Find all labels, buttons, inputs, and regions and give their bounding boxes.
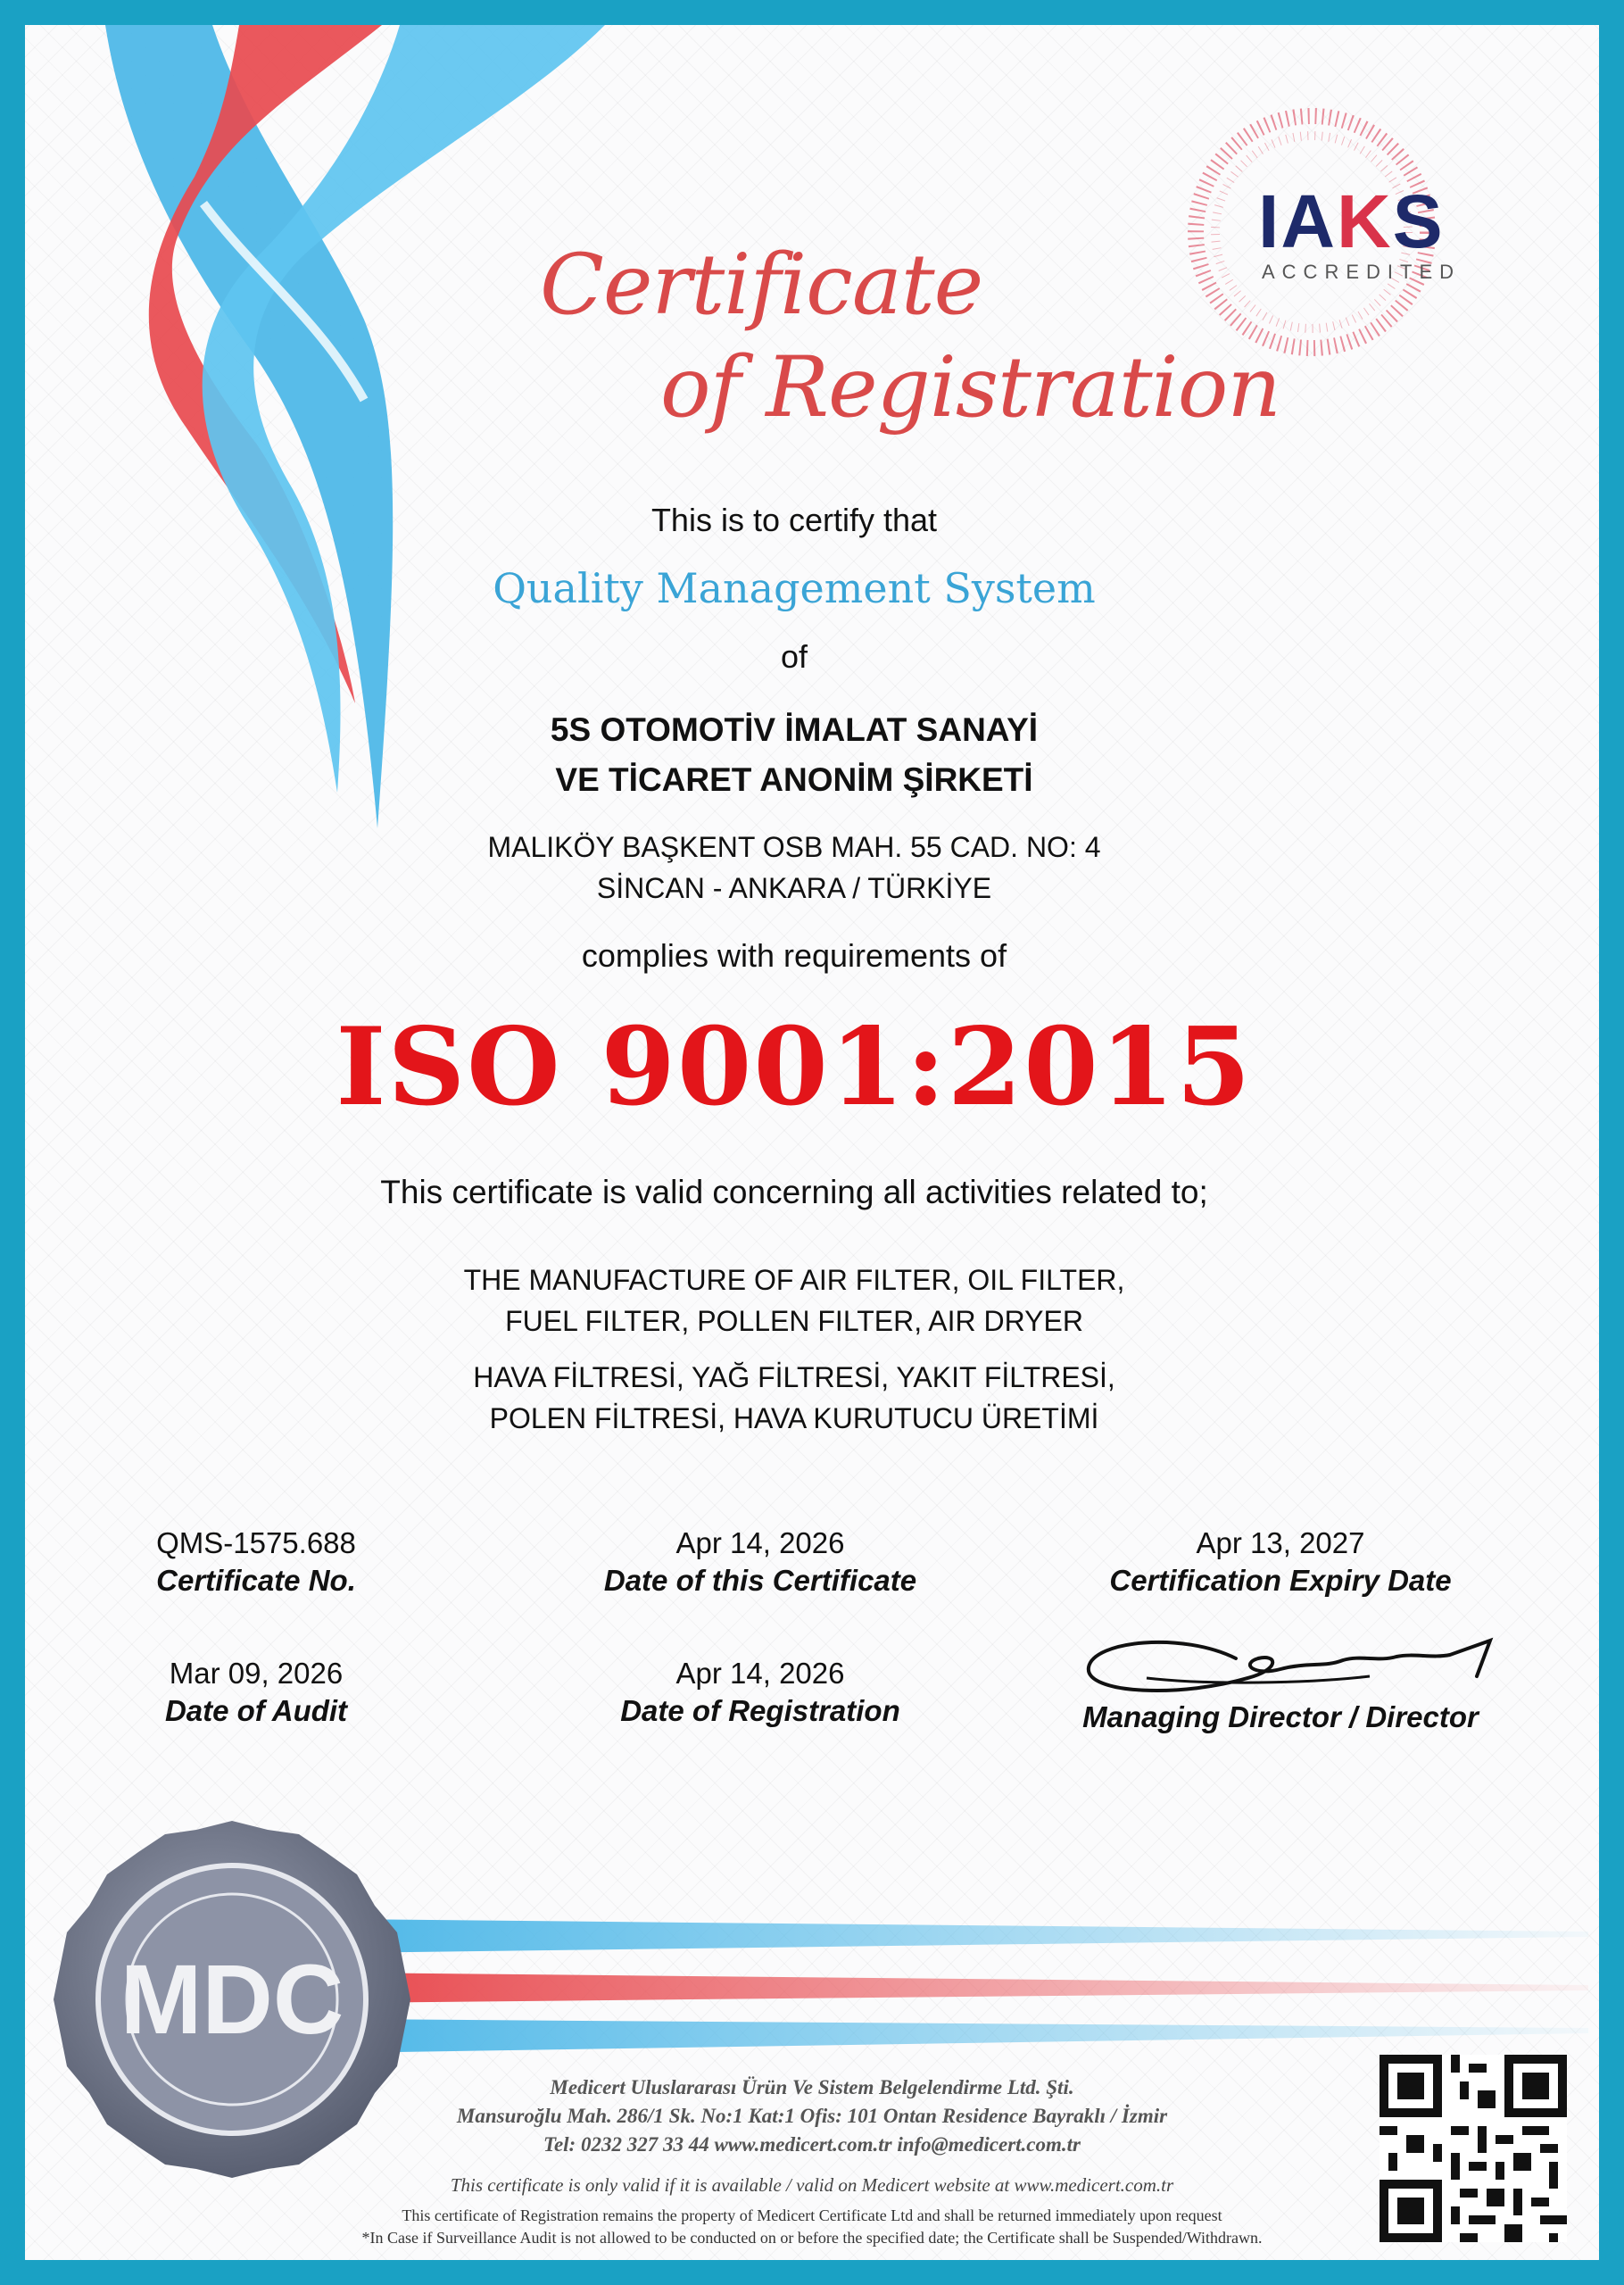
validity-text: This certificate is valid concerning all activities related to; (380, 1174, 1208, 1210)
footer-surveillance-note: *In Case if Surveillance Audit is not allowed to be conducted on or before the specified date; the Certificate shall be Suspended/Withdrawn. (361, 2229, 1263, 2247)
qr-code[interactable] (1380, 2055, 1567, 2242)
director-signature (1075, 1605, 1504, 1712)
activities-tr-line1: HAVA FİLTRESİ, YAĞ FİLTRESİ, YAKIT FİLTRESİ, (473, 1361, 1115, 1393)
certificate-title-line2: of Registration (660, 339, 1280, 436)
company-address (259, 827, 1330, 909)
audit-date-field (6, 1657, 506, 1728)
mdc-seal-letters: MDC (120, 1945, 344, 2055)
footer-validity-note: This certificate is only valid if it is available / valid on Medicert website at www.medicert.com.tr (450, 2174, 1174, 2196)
signatory-label: Managing Director / Director (1082, 1700, 1479, 1733)
expiry-date-value: Apr 13, 2027 (1196, 1526, 1365, 1559)
footer-company: Medicert Uluslararası Ürün Ve Sistem Belgelendirme Ltd. Şti. (550, 2076, 1074, 2098)
certificate-title-line1: Certificate (540, 237, 983, 334)
certificate-date-value: Apr 14, 2026 (675, 1526, 845, 1559)
footer-address: Mansuroğlu Mah. 286/1 Sk. No:1 Kat:1 Ofis: 101 Ontan Residence Bayraklı / İzmir (456, 2105, 1168, 2127)
complies-text: complies with requirements of (581, 937, 1007, 974)
address-line1: MALIKÖY BAŞKENT OSB MAH. 55 CAD. NO: 4 (487, 831, 1101, 863)
audit-date-value: Mar 09, 2026 (169, 1657, 344, 1690)
registration-date-value: Apr 14, 2026 (675, 1657, 845, 1690)
iso-standard: ISO 9001:2015 (336, 1004, 1253, 1130)
registration-date-field (510, 1657, 1010, 1728)
activities-en-line1: THE MANUFACTURE OF AIR FILTER, OIL FILTER, (463, 1264, 1125, 1296)
registration-date-label: Date of Registration (620, 1694, 900, 1727)
address-line2: SİNCAN - ANKARA / TÜRKİYE (596, 872, 992, 904)
expiry-date-field (1031, 1526, 1530, 1598)
company-name-line1: 5S OTOMOTİV İMALAT SANAYİ (550, 711, 1039, 748)
footer-contact: Tel: 0232 327 33 44 www.medicert.com.tr info@medicert.com.tr (543, 2133, 1081, 2156)
company-name-line2: VE TİCARET ANONİM ŞİRKETİ (555, 761, 1033, 798)
intro-text: This is to certify that (650, 502, 938, 538)
activities-turkish (259, 1357, 1330, 1439)
of-text: of (780, 638, 808, 675)
certificate-date-label: Date of this Certificate (603, 1564, 917, 1597)
scope-title: Quality Management System (493, 564, 1096, 612)
iaks-accredited-label: ACCREDITED (1262, 261, 1462, 283)
activities-en-line2: FUEL FILTER, POLLEN FILTER, AIR DRYER (505, 1305, 1083, 1337)
certificate-number-value: QMS-1575.688 (156, 1526, 356, 1559)
iaks-logo: IAKS (1258, 179, 1445, 263)
footer-streaks (339, 1910, 1588, 2062)
activities-english (259, 1259, 1330, 1342)
audit-date-label: Date of Audit (164, 1694, 348, 1727)
signatory-field (1031, 1697, 1530, 1734)
company-name (259, 705, 1330, 805)
footer-property-note: This certificate of Registration remains the property of Medicert Certificate Ltd and shall be returned immediately upon request (402, 2206, 1222, 2224)
activities-tr-line2: POLEN FİLTRESİ, HAVA KURUTUCU ÜRETİMİ (489, 1402, 1099, 1434)
certificate-date-field (510, 1526, 1010, 1598)
expiry-date-label: Certification Expiry Date (1109, 1564, 1452, 1597)
certificate-number-label: Certificate No. (156, 1564, 356, 1597)
certificate-number-field (6, 1526, 506, 1598)
